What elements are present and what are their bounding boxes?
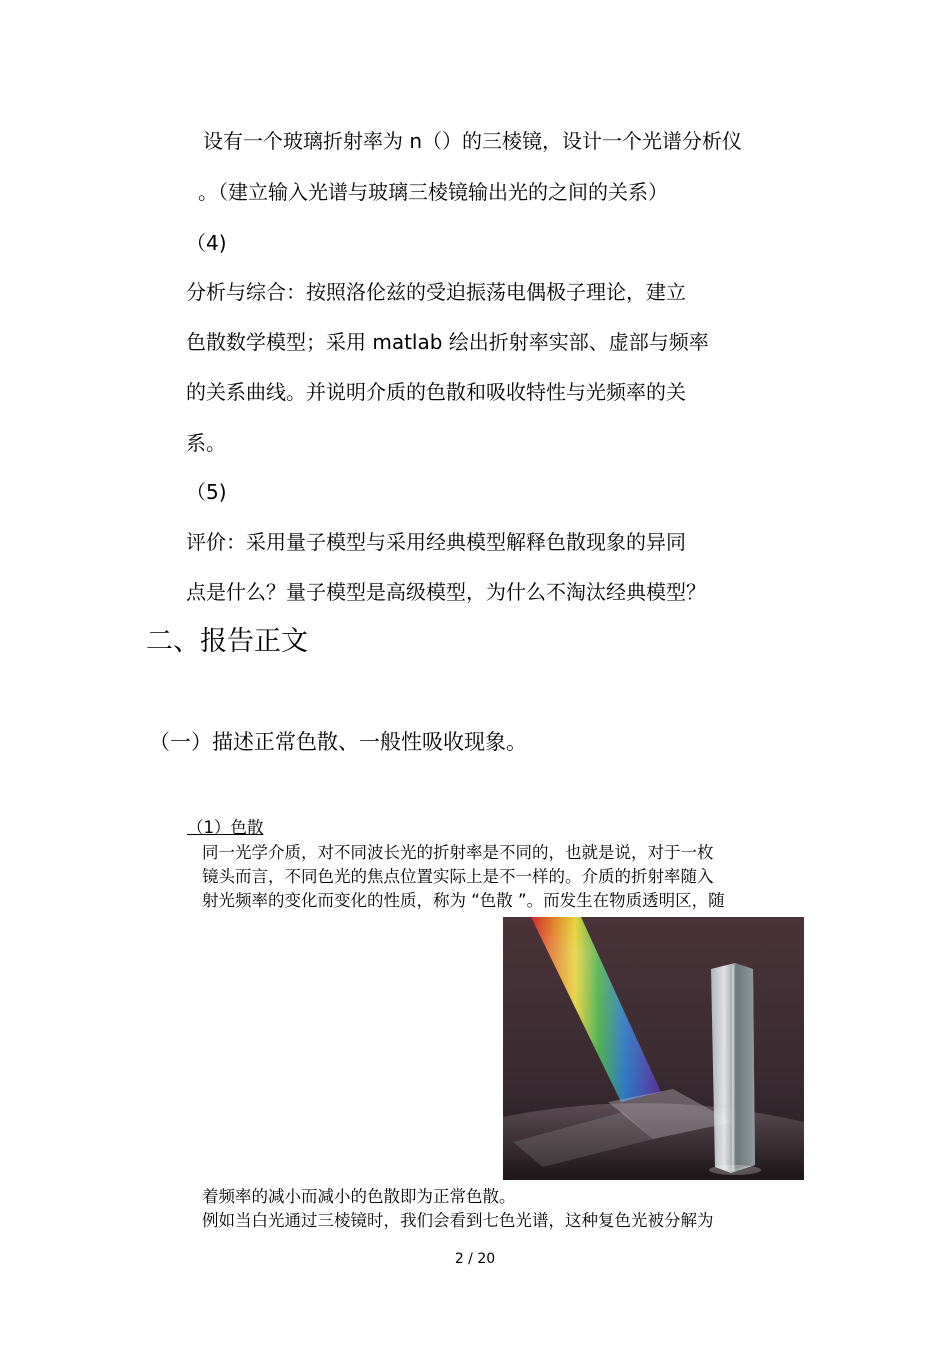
item4-line-1: 分析与综合：按照洛伦兹的受迫振荡电偶极子理论，建立 bbox=[186, 280, 686, 304]
page-number: 2 / 20 bbox=[454, 1251, 496, 1267]
item5-label: （5) bbox=[186, 480, 227, 504]
dispersion-after-line-1: 着频率的减小而减小的色散即为正常色散。 bbox=[202, 1187, 516, 1206]
intro-line-2: 。（建立输入光谱与玻璃三棱镜输出光的之间的关系） bbox=[198, 180, 668, 204]
item4-line-3: 的关系曲线。并说明介质的色散和吸收特性与光频率的关 bbox=[186, 380, 686, 404]
item5-line-2: 点是什么？量子模型是高级模型，为什么不淘汰经典模型？ bbox=[186, 580, 706, 604]
item4-label: （4) bbox=[186, 231, 227, 255]
dispersion-label: （1）色散 bbox=[187, 818, 264, 837]
item4-line-4: 系。 bbox=[186, 431, 226, 455]
item5-line-1: 评价：采用量子模型与采用经典模型解释色散现象的异同 bbox=[186, 530, 686, 554]
dispersion-line-3: 射光频率的变化而变化的性质，称为 “色散 ”。而发生在物质透明区，随 bbox=[202, 891, 725, 910]
dispersion-line-1: 同一光学介质，对不同波长光的折射率是不同的，也就是说，对于一枚 bbox=[202, 843, 714, 862]
subsection-title: （一）描述正常色散、一般性吸收现象。 bbox=[149, 730, 527, 754]
prism-dispersion-photo bbox=[503, 917, 804, 1180]
dispersion-line-2: 镜头而言，不同色光的焦点位置实际上是不一样的。介质的折射率随入 bbox=[202, 867, 714, 886]
section-title: 二、报告正文 bbox=[146, 626, 308, 657]
intro-line-1: 设有一个玻璃折射率为 n（）的三棱镜，设计一个光谱分析仪 bbox=[203, 129, 743, 153]
item4-line-2: 色散数学模型；采用 matlab 绘出折射率实部、虚部与频率 bbox=[186, 330, 709, 354]
dispersion-after-line-2: 例如当白光通过三棱镜时，我们会看到七色光谱，这种复色光被分解为 bbox=[202, 1211, 714, 1230]
